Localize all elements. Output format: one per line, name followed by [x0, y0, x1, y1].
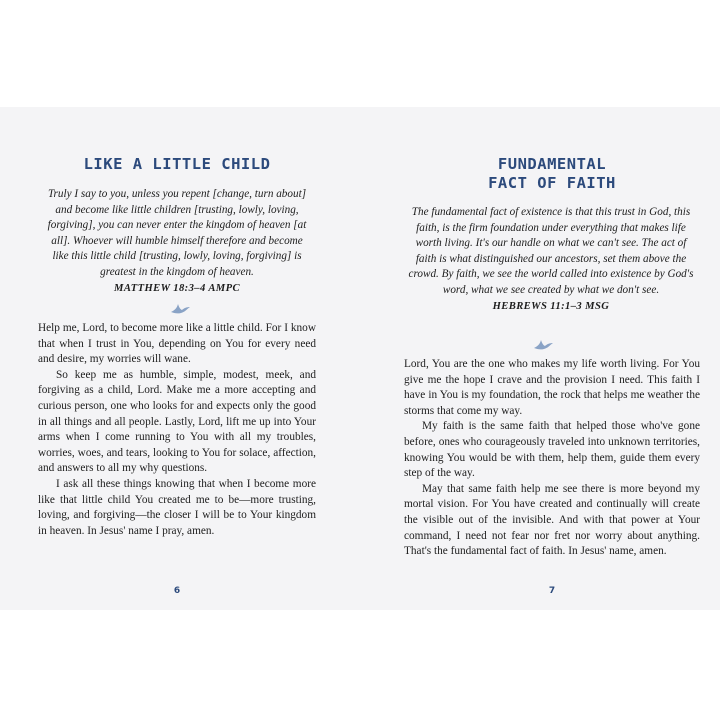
paragraph: May that same faith help me see there is more beyond my mortal vision. For You have created and continually will create the visible out of the invisible. And with that power at Your command, I need not fear nor fret nor worry about anything. That's the fundamental fact of faith. In Jesus' name, amen. — [404, 482, 700, 558]
quote-text: The fundamental fact of existence is that this trust in God, this faith, is the firm foundation under everything that makes life worth living. It's our handle on what we can't see. The act of faith is what distinguished our ancestors, set them above the crowd. By faith, we see the world called into existence by God's word, what we see created by what we don't see. — [408, 206, 694, 296]
prayer-body — [38, 321, 316, 539]
right-page — [404, 107, 700, 610]
paragraph: So keep me as humble, simple, modest, meek, and forgiving as a child, Lord. Make me a more accepting and curious person, one who looks for and expects only the good in all things and all people. Lastly, Lord, lift me up into Your arms when I come running to You with all my troubles, worries, woes, and tears, looking to You for solace, affection, and answers to all my why questions. — [38, 368, 316, 475]
dove-icon — [169, 301, 191, 315]
scripture-quote — [44, 187, 310, 296]
quote-text: Truly I say to you, unless you repent [change, turn about] and become like little children [trusting, lowly, loving, forgiving], you can never enter the kingdom of heaven [at all]. Whoever will humble himself therefore and become like this little child [trusting, lowly, loving, forgiving] is greatest in the kingdom of heaven. — [47, 188, 307, 278]
scripture-quote — [406, 205, 696, 314]
page-title — [404, 155, 700, 193]
paragraph: My faith is the same faith that helped those who've gone before, ones who courageously traveled into unknown territories, knowing You would be with them, help them, guide them every step of the way. — [404, 420, 700, 480]
book-spread — [0, 107, 720, 610]
paragraph: Help me, Lord, to become more like a little child. For I know that when I trust in You, depending on You for every need and desire, my worries will wane. — [38, 322, 316, 366]
title-line: FUNDAMENTAL — [497, 155, 607, 173]
left-page — [38, 107, 316, 610]
dove-icon — [532, 337, 554, 351]
title-line: FACT OF FAITH — [488, 174, 616, 192]
page-number: 6 — [173, 586, 181, 596]
paragraph: I ask all these things knowing that when I become more like that little child You created me to be—more trusting, loving, and forgiving—the closer I will be to Your kingdom in heaven. In Jesus' name I pray, amen. — [38, 477, 316, 537]
page-number: 7 — [548, 586, 556, 596]
scripture-reference: MATTHEW 18:3–4 AMPC — [114, 282, 240, 294]
paragraph: Lord, You are the one who makes my life worth living. For You give me the hope I crave and the provision I need. This faith I have in You is my foundation, the rock that helps me weather the storms that come my way. — [404, 358, 700, 417]
page-title: LIKE A LITTLE CHILD — [83, 155, 271, 173]
prayer-body — [404, 357, 700, 560]
scripture-reference: HEBREWS 11:1–3 MSG — [492, 300, 610, 312]
